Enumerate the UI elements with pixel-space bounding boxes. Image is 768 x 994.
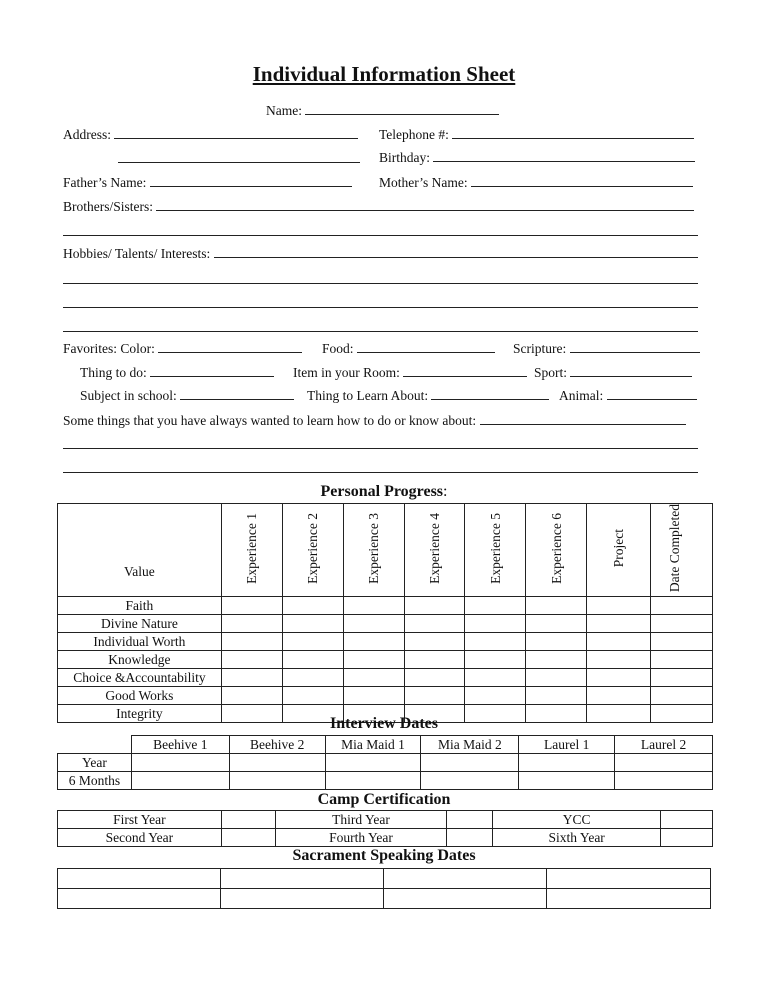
page-title: Individual Information Sheet	[252, 62, 516, 86]
address-label: Address:	[63, 127, 111, 142]
sport-row	[534, 364, 692, 381]
row-label: Year	[58, 754, 132, 772]
hobbies-row	[63, 245, 698, 262]
mother-row	[379, 174, 693, 191]
row-label: 6 Months	[58, 772, 132, 790]
interview-title: Interview Dates	[330, 715, 438, 732]
table-row	[58, 633, 713, 651]
progress-col-header: Experience 3	[343, 504, 404, 597]
telephone-field[interactable]	[452, 126, 694, 139]
animal-row	[559, 387, 697, 404]
hobbies-field[interactable]	[214, 245, 698, 258]
father-row	[63, 174, 352, 191]
hobbies-line-2[interactable]	[63, 283, 698, 284]
address-row	[63, 126, 358, 143]
fav-scripture-field[interactable]	[570, 340, 700, 353]
thing-learn-label: Thing to Learn About:	[307, 388, 429, 403]
progress-col-header: Experience 2	[282, 504, 343, 597]
interview-col-header: Laurel 2	[615, 736, 713, 754]
camp-label: Sixth Year	[493, 829, 661, 847]
camp-label: Third Year	[275, 811, 447, 829]
fav-color-field[interactable]	[158, 340, 302, 353]
table-row	[58, 889, 711, 909]
interview-col-header: Beehive 1	[131, 736, 229, 754]
camp-label: First Year	[58, 811, 222, 829]
thing-to-do-row	[80, 364, 274, 381]
row-label: Choice &Accountability	[58, 669, 222, 687]
thing-to-do-label: Thing to do:	[80, 365, 147, 380]
siblings-label: Brothers/Sisters:	[63, 199, 153, 214]
hobbies-label: Hobbies/ Talents/ Interests:	[63, 246, 211, 261]
siblings-field[interactable]	[156, 198, 694, 211]
camp-title: Camp Certification	[317, 791, 451, 808]
father-label: Father’s Name:	[63, 175, 147, 190]
name-label: Name:	[266, 103, 302, 118]
hobbies-line-3[interactable]	[63, 307, 698, 308]
camp-label: YCC	[493, 811, 661, 829]
sacrament-title: Sacrament Speaking Dates	[292, 847, 476, 864]
row-label: Divine Nature	[58, 615, 222, 633]
progress-col-header: Project	[587, 504, 651, 597]
sacrament-table	[57, 868, 711, 909]
table-row	[58, 687, 713, 705]
fav-food-field[interactable]	[357, 340, 495, 353]
sport-field[interactable]	[570, 364, 692, 377]
mother-field[interactable]	[471, 174, 693, 187]
subject-label: Subject in school:	[80, 388, 177, 403]
interview-col-header: Laurel 1	[519, 736, 615, 754]
hobbies-line-4[interactable]	[63, 331, 698, 332]
progress-title: Personal Progress:	[320, 483, 448, 500]
progress-col-header: Experience 4	[404, 504, 465, 597]
always-wanted-line-3[interactable]	[63, 472, 698, 473]
thing-to-do-field[interactable]	[150, 364, 274, 377]
always-wanted-line-2[interactable]	[63, 448, 698, 449]
siblings-row	[63, 198, 694, 215]
address-line-2	[118, 150, 360, 168]
progress-col-header: Experience 1	[221, 504, 282, 597]
camp-table	[57, 810, 713, 847]
sport-label: Sport:	[534, 365, 568, 380]
row-label: Knowledge	[58, 651, 222, 669]
progress-col-header: Experience 6	[526, 504, 587, 597]
interview-col-header: Beehive 2	[229, 736, 325, 754]
always-wanted-label: Some things that you have always wanted to learn how to do or know about:	[63, 413, 477, 428]
always-wanted-row	[63, 412, 686, 429]
address-field[interactable]	[114, 126, 358, 139]
table-row	[58, 597, 713, 615]
thing-learn-row	[307, 387, 549, 404]
thing-learn-field[interactable]	[431, 387, 549, 400]
birthday-row	[379, 149, 695, 166]
fav-color-row	[63, 340, 302, 357]
fav-scripture-label: Scripture:	[513, 341, 567, 356]
camp-label: Fourth Year	[275, 829, 447, 847]
interview-table	[57, 735, 713, 790]
table-row	[58, 772, 713, 790]
table-row	[58, 869, 711, 889]
mother-label: Mother’s Name:	[379, 175, 468, 190]
table-row	[58, 615, 713, 633]
table-row	[58, 754, 713, 772]
row-label: Integrity	[58, 705, 222, 723]
siblings-line-2[interactable]	[63, 235, 698, 236]
table-row	[58, 829, 713, 847]
item-room-field[interactable]	[403, 364, 527, 377]
name-row	[266, 102, 499, 119]
progress-header-row	[58, 504, 713, 597]
value-header: Value	[58, 504, 222, 597]
subject-row	[80, 387, 294, 404]
item-room-row	[293, 364, 527, 381]
father-field[interactable]	[150, 174, 352, 187]
telephone-row	[379, 126, 694, 143]
fav-scripture-row	[513, 340, 700, 357]
row-label: Faith	[58, 597, 222, 615]
table-row	[58, 669, 713, 687]
fav-food-row	[322, 340, 495, 357]
birthday-label: Birthday:	[379, 150, 430, 165]
progress-col-header: Date Completed	[651, 504, 713, 597]
interview-header-row	[58, 736, 713, 754]
row-label: Good Works	[58, 687, 222, 705]
table-row	[58, 651, 713, 669]
always-wanted-field[interactable]	[480, 412, 686, 425]
address-field-2[interactable]	[118, 150, 360, 163]
fav-color-label: Favorites: Color:	[63, 341, 155, 356]
interview-col-header: Mia Maid 1	[325, 736, 421, 754]
animal-label: Animal:	[559, 388, 604, 403]
table-row	[58, 811, 713, 829]
camp-label: Second Year	[58, 829, 222, 847]
birthday-field[interactable]	[433, 149, 695, 162]
fav-food-label: Food:	[322, 341, 354, 356]
progress-col-header: Experience 5	[465, 504, 526, 597]
name-field[interactable]	[305, 102, 499, 115]
item-room-label: Item in your Room:	[293, 365, 400, 380]
animal-field[interactable]	[607, 387, 697, 400]
telephone-label: Telephone #:	[379, 127, 449, 142]
row-label: Individual Worth	[58, 633, 222, 651]
subject-field[interactable]	[180, 387, 294, 400]
interview-col-header: Mia Maid 2	[421, 736, 519, 754]
progress-table	[57, 503, 713, 723]
